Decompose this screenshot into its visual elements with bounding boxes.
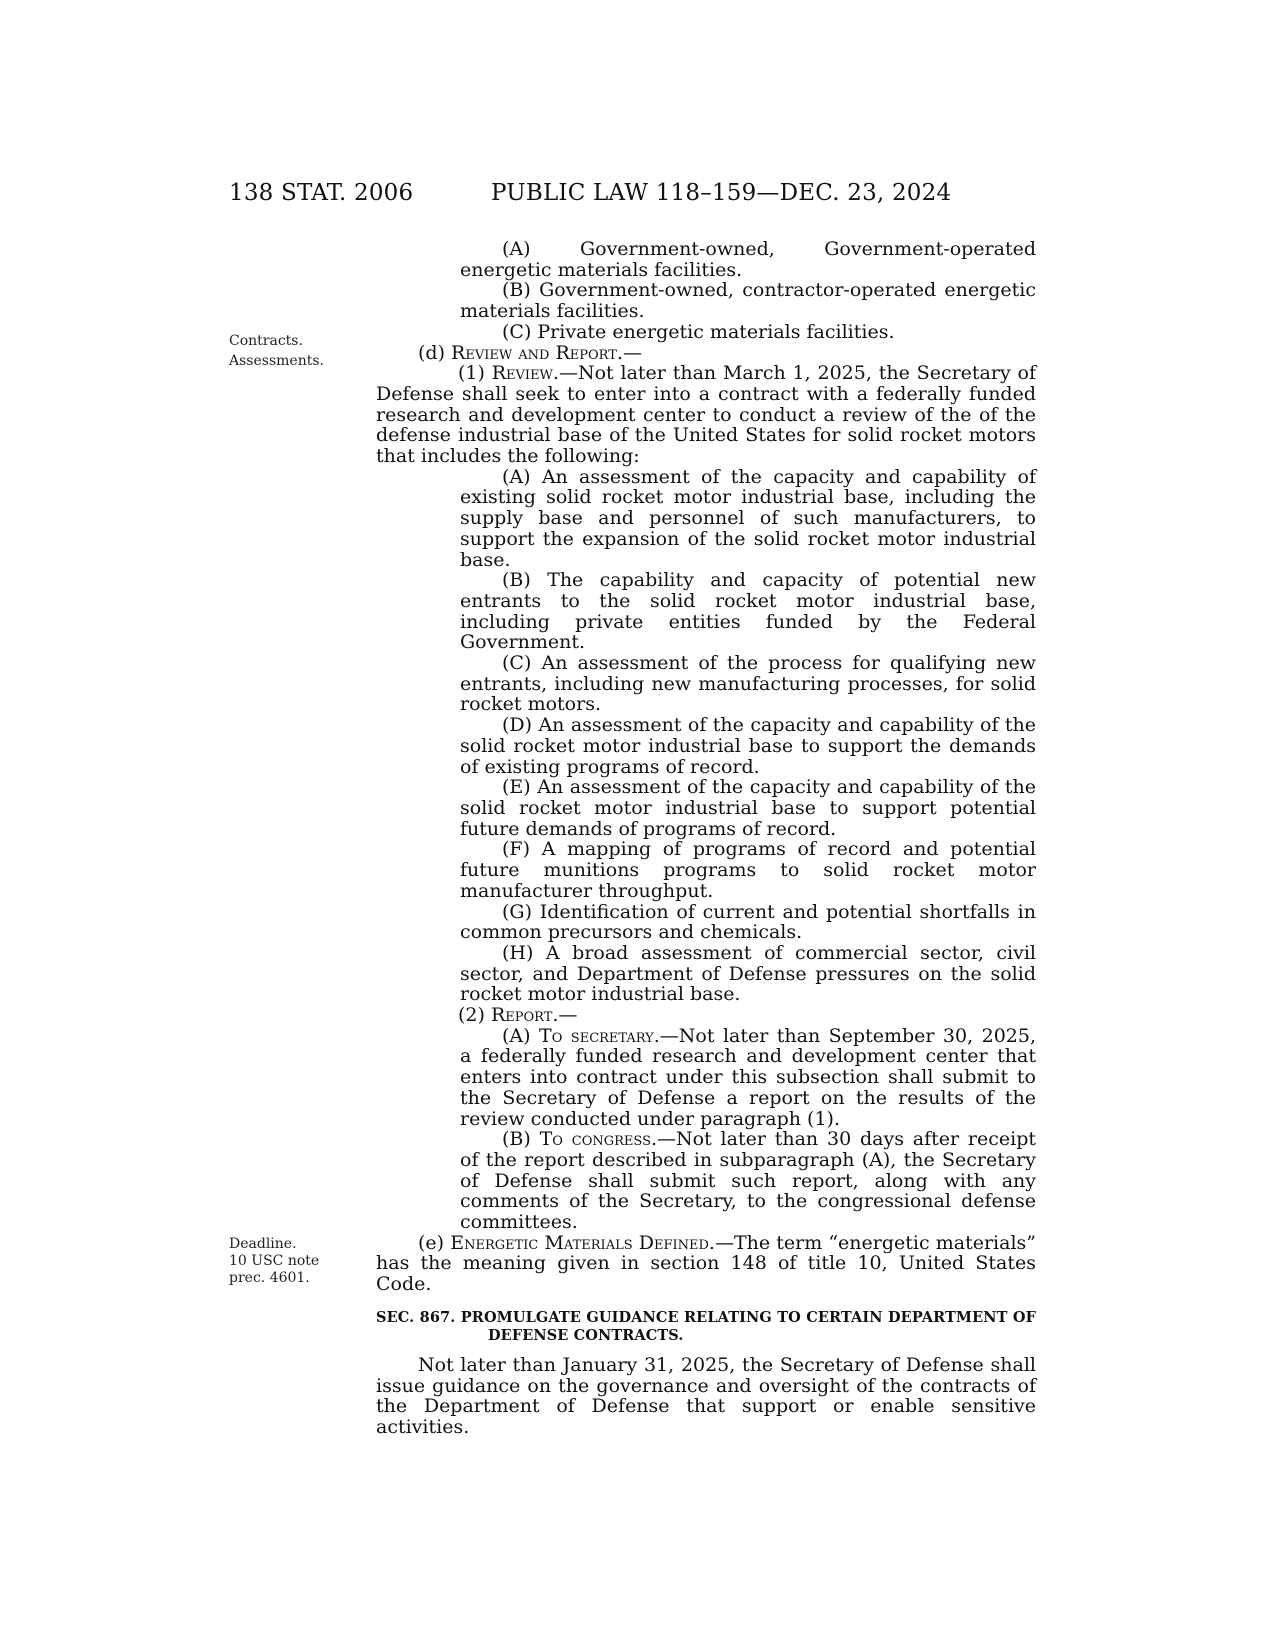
- margin-note-usc: 10 USC note: [229, 1253, 320, 1269]
- clause-d2-a-text: .—Not later than September 30, 2025, a federally funded research and development center that enters into contract under this subsection shall submit to the Secretary of Defense a report on the results of the review conducted under paragraph (1).: [460, 1024, 1036, 1130]
- subsection-d-dash: .—: [616, 341, 642, 364]
- clause-d2-a-title: To secretary: [539, 1024, 654, 1047]
- clause-d2-b-label: (B): [502, 1128, 540, 1151]
- clause-d2-a: [418, 1026, 1036, 1130]
- clause-d1-c: (C) An assessment of the process for qualifying new entrants, including new manufacturing processes, for solid rocket motors.: [460, 652, 1036, 716]
- clause-c-c: (C) Private energetic materials facilities.: [502, 320, 895, 343]
- subsection-e-text: .—The term “energetic materials” has the meaning given in section 148 of title 10, United States Code.: [376, 1231, 1037, 1296]
- paragraph-d1-title: Review: [491, 362, 553, 385]
- paragraph-d2-dash: .—: [552, 1004, 578, 1027]
- margin-note-deadline: Deadline.: [229, 1236, 297, 1252]
- subsection-d-heading: [376, 343, 1036, 364]
- statute-body: [376, 238, 1037, 1438]
- paragraph-d1-text: .—Not later than March 1, 2025, the Secretary of Defense shall seek to enter into a contract with a federally funded research and development center to conduct a review of the of the defense industrial base of the United States for solid rocket motors that includes the following:: [376, 362, 1036, 468]
- subsection-d-title: Review and Report: [451, 341, 617, 364]
- subsection-e-title: Energetic Materials Defined: [450, 1231, 709, 1254]
- margin-note-prec: prec. 4601.: [229, 1270, 310, 1286]
- clause-d1-f: (F) A mapping of programs of record and potential future munitions programs to solid rocket motor manufacturer throughput.: [460, 838, 1036, 902]
- paragraph-d1-label: (1): [458, 362, 492, 385]
- clause-d2-b: [418, 1129, 1036, 1233]
- section-867-heading: SEC. 867. PROMULGATE GUIDANCE RELATING TO CERTAIN DEPARTMENT OF DEFENSE CONTRACTS.: [376, 1308, 1036, 1344]
- clause-d2-a-label: (A): [502, 1024, 540, 1047]
- public-law-title: PUBLIC LAW 118–159—DEC. 23, 2024: [491, 180, 952, 206]
- paragraph-d2-label: (2): [458, 1004, 491, 1027]
- subsection-e-label: (e): [418, 1231, 451, 1254]
- section-867-body: Not later than January 31, 2025, the Secretary of Defense shall issue guidance on the governance and oversight of the contracts of the Department of Defense that support or enable sensitive activities.: [376, 1353, 1036, 1438]
- clause-d1-g: (G) Identification of current and potential shortfalls in common precursors and chemicals.: [460, 900, 1036, 944]
- paragraph-d2-heading: [376, 1005, 1036, 1026]
- subsection-e: [376, 1233, 1036, 1295]
- paragraph-d1: [376, 363, 1036, 467]
- paragraph-d2-title: Report: [490, 1004, 553, 1027]
- clause-d1-h: (H) A broad assessment of commercial sector, civil sector, and Department of Defense pressures on the solid rocket motor industrial base.: [460, 941, 1036, 1006]
- margin-note-contracts: Contracts.: [229, 333, 303, 349]
- clause-d2-b-title: To congress: [539, 1128, 651, 1151]
- page-header: [229, 180, 1029, 214]
- clause-d1-b: (B) The capability and capacity of potential new entrants to the solid rocket motor industrial base, including private entities funded by the Federal Government.: [460, 569, 1036, 654]
- clause-d1-a: (A) An assessment of the capacity and capability of existing solid rocket motor industrial base, including the supply base and personnel of such manufacturers, to support the expansion of the solid rocket motor industrial base.: [460, 465, 1036, 571]
- margin-note-assessments: Assessments.: [229, 353, 324, 369]
- clause-c-b: (B) Government-owned, contractor-operated energetic materials facilities.: [460, 279, 1036, 323]
- clause-c-a: (A) Government-owned, Government-operated energetic materials facilities.: [460, 238, 1036, 281]
- clause-d1-e: (E) An assessment of the capacity and capability of the solid rocket motor industrial base to support potential future demands of programs of record.: [460, 776, 1036, 840]
- clause-d2-b-text: .—Not later than 30 days after receipt of the report described in subparagraph (A), the Secretary of Defense shall submit such report, along with any comments of the Secretary, to the congressional defense committees.: [460, 1128, 1036, 1234]
- subsection-d-label: (d): [418, 341, 452, 364]
- clause-d1-d: (D) An assessment of the capacity and capability of the solid rocket motor industrial base to support the demands of existing programs of record.: [460, 714, 1036, 778]
- stat-page-number: 138 STAT. 2006: [229, 180, 414, 206]
